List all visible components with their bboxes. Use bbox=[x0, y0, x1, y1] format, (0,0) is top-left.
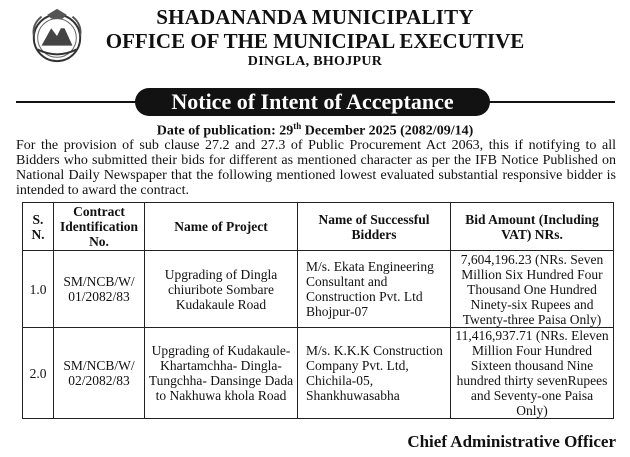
award-table bbox=[22, 202, 614, 419]
signature-title: Chief Administrative Officer bbox=[407, 432, 616, 451]
intro-paragraph: For the provision of sub clause 27.2 and 27.3 of Public Procurement Act 2063, this if notifying to all Bidders who submitted their bids for different as mentioned character as per the IFB Notice Published on National Daily Newspaper that the following mentioned lowest evaluated substantial responsive bidder is intended to award the contract. bbox=[16, 138, 616, 198]
cell-sn: 2.0 bbox=[23, 328, 54, 419]
table-row bbox=[23, 251, 614, 328]
cell-contract-id: SM/NCB/W/ 01/2082/83 bbox=[54, 251, 145, 328]
header-bidder: Name of Successful Bidders bbox=[298, 203, 451, 251]
publication-date: Date of publication: 29th December 2025 (2082/09/14) bbox=[156, 121, 474, 139]
table-header-row bbox=[23, 203, 614, 251]
cell-amount: 11,416,937.71 (NRs. Eleven Million Four Hundred Sixteen thousand Nine hundred thirty sevenRupees and Seventy-one Paisa Only) bbox=[451, 328, 614, 419]
cell-bidder: M/s. Ekata Engineering Consultant and Construction Pvt. Ltd Bhojpur-07 bbox=[298, 251, 451, 328]
header-project: Name of Project bbox=[145, 203, 298, 251]
header-sn: S. N. bbox=[23, 203, 54, 251]
table-row bbox=[23, 328, 614, 419]
office-title: OFFICE OF THE MUNICIPAL EXECUTIVE bbox=[105, 29, 525, 53]
cell-contract-id: SM/NCB/W/ 02/2082/83 bbox=[54, 328, 145, 419]
municipality-title: SHADANANDA MUNICIPALITY bbox=[156, 5, 474, 29]
cell-project: Upgrading of Dingla chiuribote Sombare Kudakaule Road bbox=[145, 251, 298, 328]
location: DINGLA, BHOJPUR bbox=[247, 54, 383, 69]
banner-rule-right bbox=[487, 101, 615, 103]
header-amount: Bid Amount (Including VAT) NRs. bbox=[451, 203, 614, 251]
cell-project: Upgrading of Kudakaule- Khartamchha- Dingla- Tungchha- Dansinge Dada to Nakhuwa khola Road bbox=[145, 328, 298, 419]
cell-bidder: M/s. K.K.K Construction Company Pvt. Ltd, Chichila-05, Shankhuwasabha bbox=[298, 328, 451, 419]
cell-sn: 1.0 bbox=[23, 251, 54, 328]
banner-rule-left bbox=[16, 101, 138, 103]
cell-amount: 7,604,196.23 (NRs. Seven Million Six Hundred Four Thousand One Hundred Ninety-six Rupees and Twenty-three Paisa Only) bbox=[451, 251, 614, 328]
notice-title: Notice of Intent of Acceptance bbox=[135, 88, 490, 116]
header-contract-id: Contract Identification No. bbox=[54, 203, 145, 251]
